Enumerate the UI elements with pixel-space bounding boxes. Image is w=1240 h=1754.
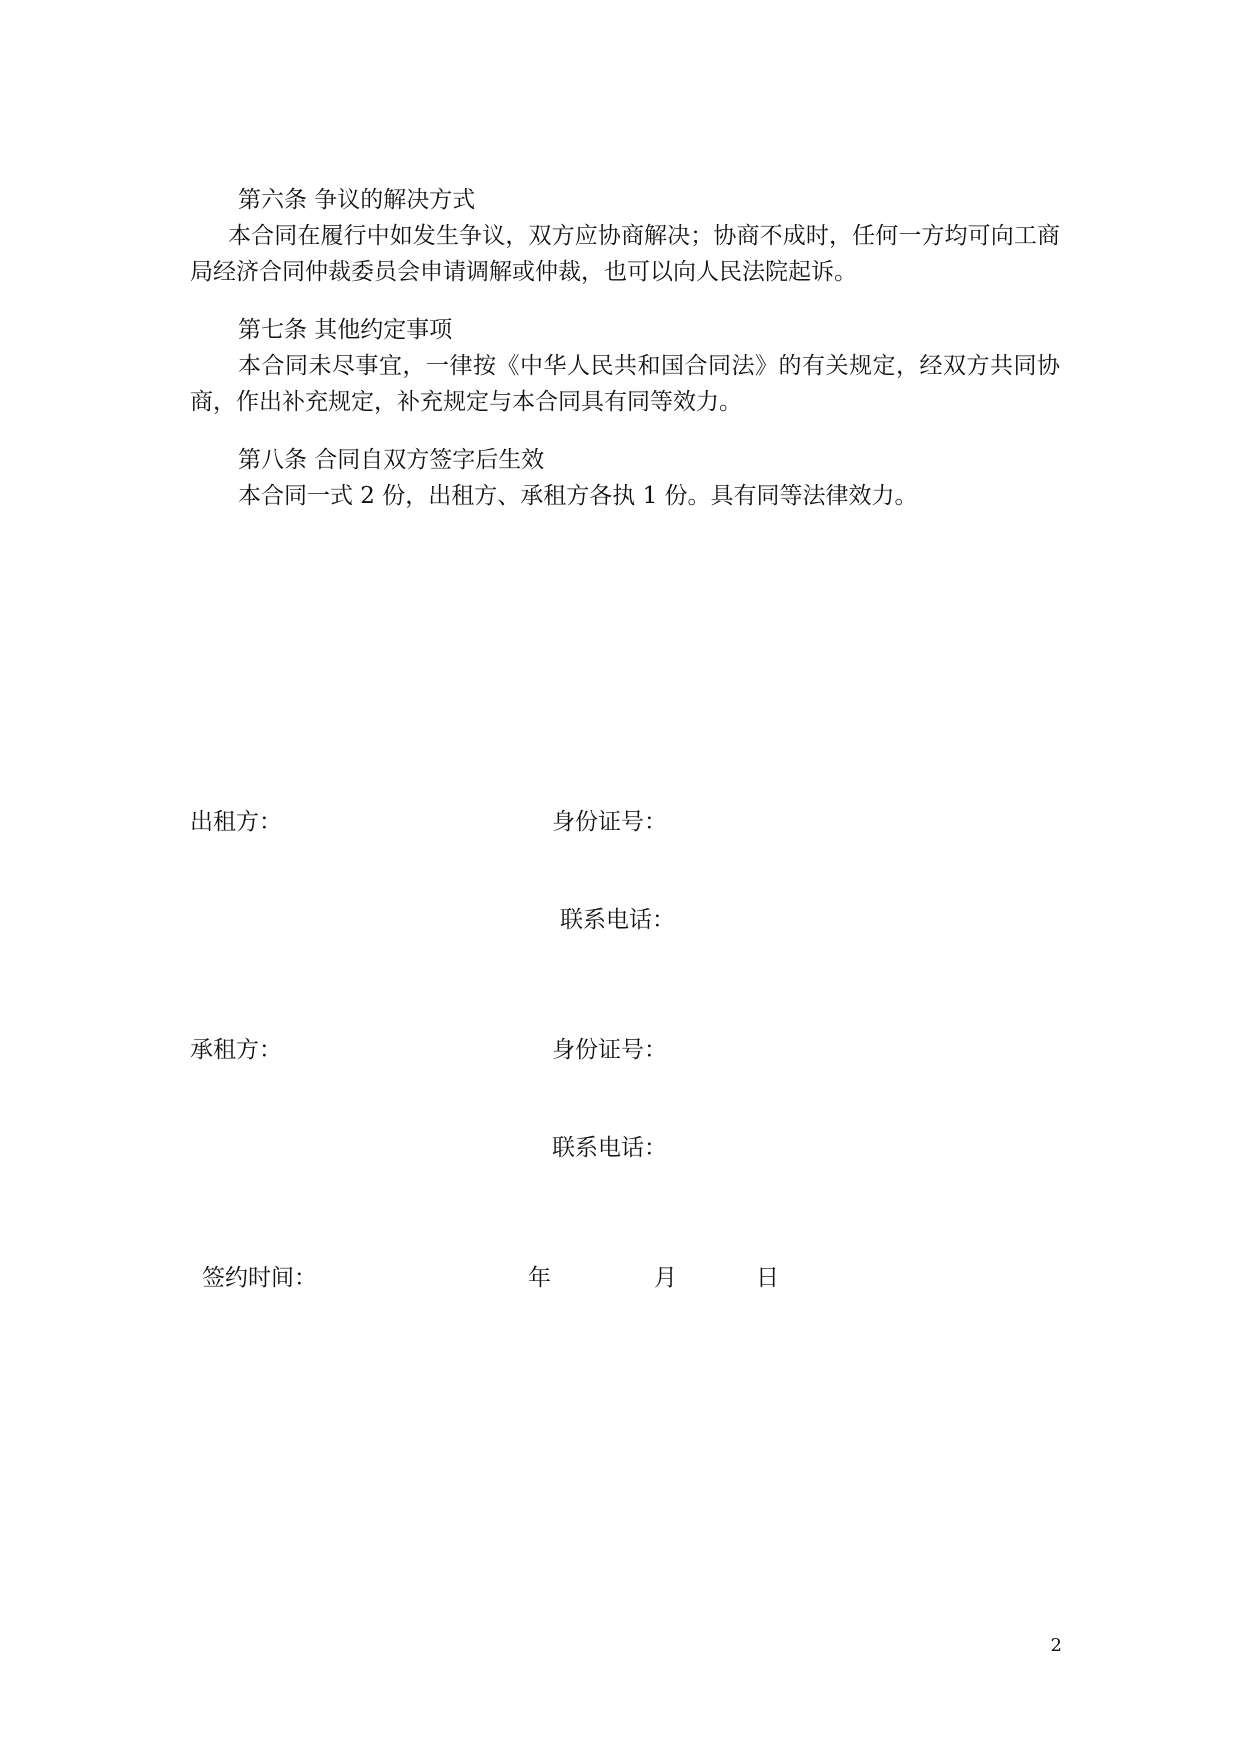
page-number: 2 — [1050, 1635, 1062, 1656]
article-7 — [190, 312, 1060, 420]
sign-date-label: 签约时间： — [202, 1265, 317, 1291]
article-7-body: 本合同未尽事宜，一律按《中华人民共和国合同法》的有关规定，经双方共同协商，作出补充规定，补充规定与本合同具有同等效力。 — [190, 353, 1060, 415]
lessee-phone-label: 联系电话： — [552, 1135, 667, 1161]
article-8-body: 本合同一式 2 份，出租方、承租方各执 1 份。具有同等法律效力。 — [238, 483, 918, 509]
article-6 — [190, 182, 1060, 290]
article-8-heading: 第八条 合同自双方签字后生效 — [238, 447, 545, 473]
article-6-heading: 第六条 争议的解决方式 — [238, 187, 476, 213]
article-6-body: 本合同在履行中如发生争议，双方应协商解决；协商不成时，任何一方均可向工商局经济合同仲裁委员会申请调解或仲裁，也可以向人民法院起诉。 — [190, 223, 1060, 285]
lessee-id-label: 身份证号： — [552, 1037, 667, 1063]
lessee-label: 承租方： — [190, 1037, 282, 1063]
year-label: 年 — [528, 1265, 551, 1291]
day-label: 日 — [756, 1265, 779, 1291]
month-label: 月 — [654, 1265, 677, 1291]
article-7-heading: 第七条 其他约定事项 — [238, 317, 453, 343]
lessor-id-label: 身份证号： — [552, 809, 667, 835]
article-8 — [190, 442, 1060, 514]
lessor-phone-label: 联系电话： — [560, 907, 675, 933]
lessor-label: 出租方： — [190, 809, 282, 835]
